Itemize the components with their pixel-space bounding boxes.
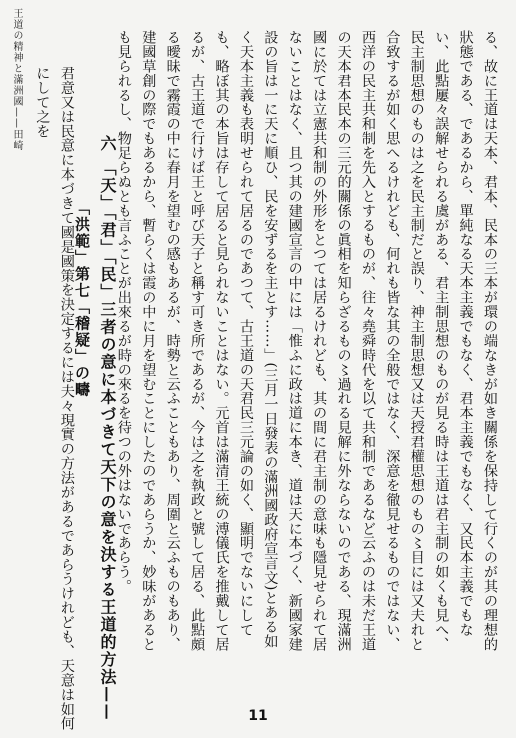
section-subheading: 「洪範」第七「稽疑」の疇 bbox=[73, 200, 91, 398]
page-number: 11 bbox=[248, 708, 268, 724]
body-text-continuation: 君意又は民意に本づきて國是國策を決定するには夫々現實の方法があるであらうけれども、天意は如何にして之を bbox=[34, 66, 75, 731]
body-text bbox=[112, 30, 503, 654]
body-paragraph: る、故に王道は天本、君本、民本の三本が環の端なきが如き關係を保持して行くのが其の理想的狀態である、であるから、單純なる天本主義でもなく、君本主義でもなく、又民本主義でもない、此點屢々誤解せられる虞がある、君主制思想のものが見る時は王道は君主制の如くも見へ、民主制思想のものは之を民主制だと誤り、神主制思想又は天授君權思想のもの〻目には又夫れと合致するが如く思へるけれども、何れも皆な其の全般ではなく、深意を徹見せるものではない、西洋の民主共和制を先入とするものが、往々堯舜時代を以て共和制であるなど云ふのは未だ王道の天本君本民本の三元的關係の眞相を知らざるもの〻過れる見解に外ならないのである、現滿洲國に於ては立憲共和制の外形をとつては居るけれども、其の間に君主制の意味も隱見せられて居ないことはなく、且つ其の建國宣言の中には「惟ふに政は道に本き、道は天に本づく、新國家建設の旨は一に天に順ひ、民を安ずるを主とす……」(三月一日發表の滿洲國政府宣言文)とある如く天本主義も表明せられて居るのであつて、古王道の天君民三元論の如く、顯明でないにしても、略ぼ其の本旨は存して居ると見られないことはない。元首は滿清王統の溥儀氏を推戴して居るが、古王道で行けば王と呼び天子と稱す可き所であるが、今は之を執政と號して居る、此點頗る曖昧で霧霞の中に春月を望むの感もあるが、時勢と云ふこともあり、周圍と云ふものもあり、建國草創の際でもあるから、暫らくは霞の中に月を望むことにしたのであらうか、妙味があるとも見られるし、物足らぬとも言ふことが出來るが時の來るを待つの外はないであらう。 bbox=[115, 30, 498, 652]
section-heading: 六 「天」「君」「民」三者の意に本づきて天下の意を決する王道的方法—— bbox=[98, 135, 117, 722]
running-header: 王道の精神と滿洲國——田崎 bbox=[11, 8, 22, 151]
